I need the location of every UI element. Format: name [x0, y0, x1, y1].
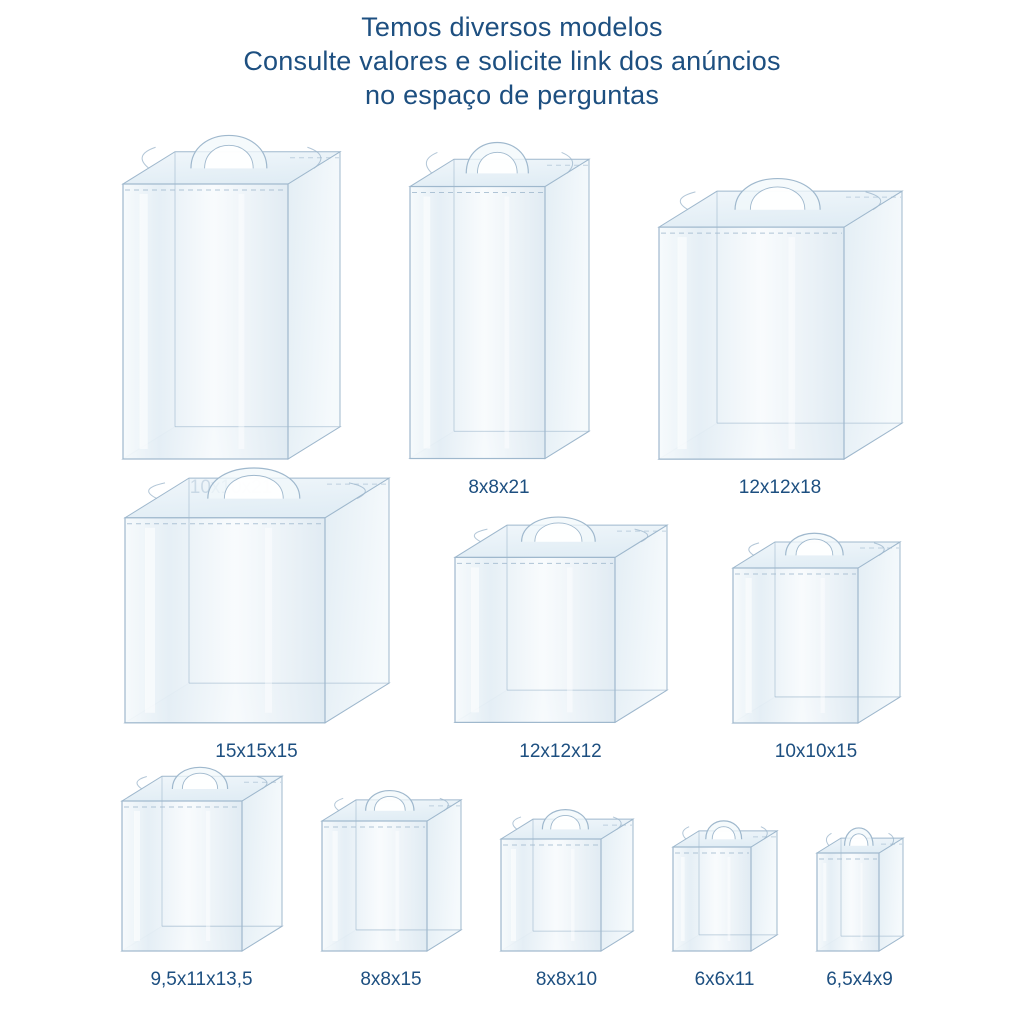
box-size-label: 15x15x15: [215, 740, 298, 762]
pvc-box-illustration: [730, 542, 903, 731]
product-box-item: [814, 827, 906, 991]
box-size-label: 8x8x10: [535, 969, 598, 990]
product-box-item: [730, 542, 903, 763]
title-line-2: Consulte valores e solicite link dos anúncios: [243, 46, 781, 76]
box-size-label: 6x6x11: [694, 969, 755, 990]
pvc-box-illustration: [452, 531, 670, 730]
product-box-item: [120, 140, 343, 499]
product-box-item: [670, 821, 780, 991]
product-box-item: [122, 485, 392, 763]
box-size-label: 12x12x12: [519, 740, 602, 762]
box-size-label: 8x8x15: [360, 969, 422, 990]
product-box-item: [319, 795, 464, 991]
product-row-3: [0, 775, 1024, 991]
product-box-item: [656, 190, 905, 499]
box-size-label: 6,5x4x9: [826, 969, 893, 990]
page-title: [0, 10, 1024, 112]
box-size-label: 10x10x15: [774, 740, 858, 762]
pvc-box-illustration: [119, 775, 285, 959]
pvc-box-illustration: [814, 827, 906, 959]
box-size-label: 12x12x18: [738, 477, 822, 498]
pvc-box-illustration: [656, 190, 905, 467]
pvc-box-illustration: [120, 140, 343, 467]
pvc-box-illustration: [319, 795, 464, 959]
box-size-label: 8x8x21: [468, 477, 530, 498]
product-box-item: [498, 813, 636, 991]
pvc-box-illustration: [670, 821, 780, 959]
title-line-1: Temos diversos modelos: [361, 12, 663, 42]
product-box-item: [119, 775, 285, 991]
pvc-box-illustration: [122, 485, 392, 731]
product-row-1: [0, 140, 1024, 499]
product-box-item: [452, 531, 670, 762]
title-line-3: no espaço de perguntas: [364, 80, 660, 110]
pvc-box-illustration: [407, 143, 592, 467]
pvc-box-illustration: [498, 813, 636, 959]
box-size-label: 9,5x11x13,5: [150, 969, 253, 990]
product-box-item: [407, 143, 592, 499]
product-row-2: [0, 485, 1024, 763]
